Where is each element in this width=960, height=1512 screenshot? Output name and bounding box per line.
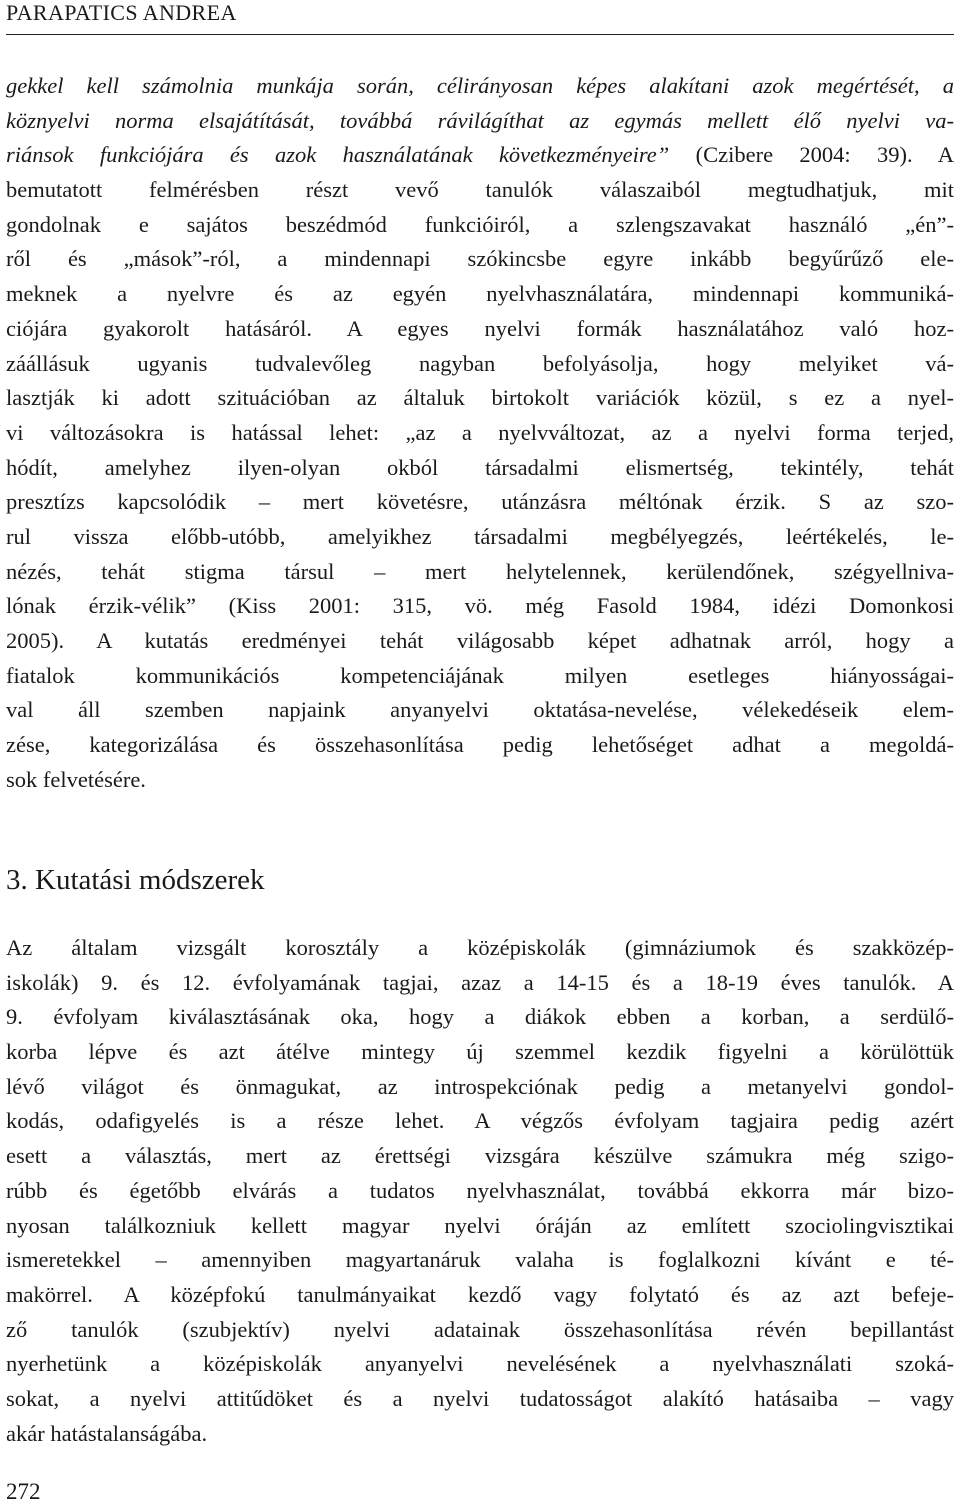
paragraph-methods bbox=[6, 931, 954, 1451]
text-segment: rul vissza előbb-utóbb, amelyikhez társadalmi megbélyegzés, leértékelés, le- bbox=[6, 523, 954, 549]
text-segment: nyerhetünk a középiskolák anyanyelvi nevelésének a nyelvhasználati szoká- bbox=[6, 1351, 954, 1377]
italic-quote-segment: riánsok funkciójára és azok használatának következményeire” bbox=[6, 142, 670, 168]
running-head: PARAPATICS ANDREA bbox=[6, 0, 237, 25]
text-segment: 2005). A kutatás eredményei tehát világosabb képet adhatnak arról, hogy a bbox=[6, 628, 954, 653]
text-segment: sokat, a nyelvi attitűdöket és a nyelvi tudatosságot alakító hatásaiba – vagy bbox=[6, 1385, 954, 1411]
text-line bbox=[6, 589, 954, 624]
text-segment: ismeretekkel – amennyiben magyartanáruk valaha is foglalkozni kívánt e té- bbox=[6, 1247, 954, 1273]
text-line bbox=[6, 763, 954, 798]
paragraph-continuation bbox=[6, 69, 954, 797]
text-segment: bemutatott felmérésben részt vevő tanulók válaszaiból megtudhatjuk, mit bbox=[6, 177, 954, 203]
text-line bbox=[6, 312, 954, 347]
text-segment: gondolnak e sajátos beszédmód funkcióiról, a szlengszavakat használó „én”- bbox=[6, 211, 954, 237]
text-segment: meknek a nyelvre és az egyén nyelvhasználatára, mindennapi kommuniká- bbox=[6, 281, 954, 307]
text-line bbox=[6, 659, 954, 694]
text-segment: lévő világot és önmagukat, az introspekciónak pedig a metanyelvi gondol- bbox=[6, 1073, 954, 1099]
text-line bbox=[6, 624, 954, 659]
text-line bbox=[6, 1035, 954, 1070]
text-line bbox=[6, 1209, 954, 1244]
text-segment: vi változásokra is hatással lehet: „az a nyelvváltozat, az a nyelvi forma terjed, bbox=[6, 419, 954, 445]
section-heading: 3. Kutatási módszerek bbox=[6, 864, 265, 896]
text-segment: makörrel. A középfokú tanulmányaikat kezdő vagy folytató és az azt befeje- bbox=[6, 1281, 954, 1307]
italic-quote-segment: gekkel kell számolnia munkája során, célirányosan képes alakítani azok megértését, a bbox=[6, 73, 954, 98]
text-line bbox=[6, 693, 954, 728]
text-segment: ző tanulók (szubjektív) nyelvi adatainak összehasonlítása révén bepillantást bbox=[6, 1316, 954, 1342]
text-line bbox=[6, 416, 954, 451]
text-line bbox=[6, 1278, 954, 1313]
text-line bbox=[6, 1139, 954, 1174]
text-line bbox=[6, 485, 954, 520]
text-segment: nézés, tehát stigma társul – mert helytelennek, kerülendőnek, szégyellniva- bbox=[6, 558, 954, 584]
text-line bbox=[6, 1313, 954, 1348]
text-segment: hódít, amelyhez ilyen-olyan okból társadalmi elismertség, tekintély, tehát bbox=[6, 454, 954, 480]
text-line bbox=[6, 347, 954, 382]
text-line bbox=[6, 1104, 954, 1139]
text-line bbox=[6, 520, 954, 555]
text-segment: fiatalok kommunikációs kompetenciájának milyen esetleges hiányosságai- bbox=[6, 662, 954, 688]
text-segment: zése, kategorizálása és összehasonlítása pedig lehetőséget adhat a megoldá- bbox=[6, 732, 954, 758]
text-segment: presztízs kapcsolódik – mert követésre, utánzásra méltónak érzik. S az szo- bbox=[6, 489, 954, 515]
text-segment: rúbb és égetőbb elvárás a tudatos nyelvhasználat, továbbá ekkorra már bizo- bbox=[6, 1177, 954, 1203]
text-line bbox=[6, 104, 954, 139]
text-line bbox=[6, 1243, 954, 1278]
text-segment: akár hatástalanságába. bbox=[6, 1420, 208, 1446]
text-segment: sok felvetésére. bbox=[6, 766, 146, 792]
text-line bbox=[6, 1347, 954, 1382]
text-segment: esett a választás, mert az érettségi vizsgára készülve számukra még szigo- bbox=[6, 1143, 954, 1169]
text-segment: lónak érzik-vélik” (Kiss 2001: 315, vö. még Fasold 1984, idézi Domonkosi bbox=[6, 593, 954, 619]
text-line bbox=[6, 555, 954, 590]
text-line bbox=[6, 208, 954, 243]
text-segment: nyosan találkozniuk kellett magyar nyelvi óráján az említett szociolingvisztikai bbox=[6, 1212, 954, 1238]
text-line bbox=[6, 69, 954, 104]
text-line bbox=[6, 381, 954, 416]
text-line bbox=[6, 242, 954, 277]
text-line bbox=[6, 931, 954, 966]
text-segment: (Czibere 2004: 39). A bbox=[669, 142, 954, 168]
text-line bbox=[6, 728, 954, 763]
text-segment: Az általam vizsgált korosztály a középiskolák (gimnáziumok és szakközép- bbox=[6, 935, 954, 960]
text-line bbox=[6, 966, 954, 1001]
text-line bbox=[6, 1070, 954, 1105]
text-segment: ről és „mások”-ról, a mindennapi szókincsbe egyre inkább begyűrűző ele- bbox=[6, 246, 954, 272]
text-line bbox=[6, 173, 954, 208]
text-line bbox=[6, 277, 954, 312]
text-line bbox=[6, 1174, 954, 1209]
text-segment: iskolák) 9. és 12. évfolyamának tagjai, azaz a 14-15 és a 18-19 éves tanulók. A bbox=[6, 969, 954, 995]
text-segment: korba lépve és azt átélve mintegy új szemmel kezdik figyelni a körülöttük bbox=[6, 1039, 954, 1065]
page-number: 272 bbox=[6, 1479, 41, 1504]
text-line bbox=[6, 138, 954, 173]
text-segment: lasztják ki adott szituációban az általuk birtokolt variációk közül, s ez a nyel- bbox=[6, 385, 954, 411]
text-segment: val áll szemben napjaink anyanyelvi oktatása-nevelése, vélekedéseik elem- bbox=[6, 697, 954, 723]
text-segment: ciójára gyakorolt hatásáról. A egyes nyelvi formák használatához való hoz- bbox=[6, 315, 954, 341]
text-line bbox=[6, 1382, 954, 1417]
text-segment: záállásuk ugyanis tudvalevőleg nagyban befolyásolja, hogy melyiket vá- bbox=[6, 350, 954, 376]
text-segment: 9. évfolyam kiválasztásának oka, hogy a diákok ebben a korban, a serdülő- bbox=[6, 1004, 954, 1030]
text-line bbox=[6, 451, 954, 486]
text-line bbox=[6, 1417, 954, 1452]
italic-quote-segment: köznyelvi norma elsajátítását, továbbá rávilágíthat az egymás mellett élő nyelvi va- bbox=[6, 107, 954, 133]
text-line bbox=[6, 1000, 954, 1035]
header-rule bbox=[6, 34, 954, 35]
text-segment: kodás, odafigyelés is a része lehet. A végzős évfolyam tagjaira pedig azért bbox=[6, 1108, 954, 1134]
